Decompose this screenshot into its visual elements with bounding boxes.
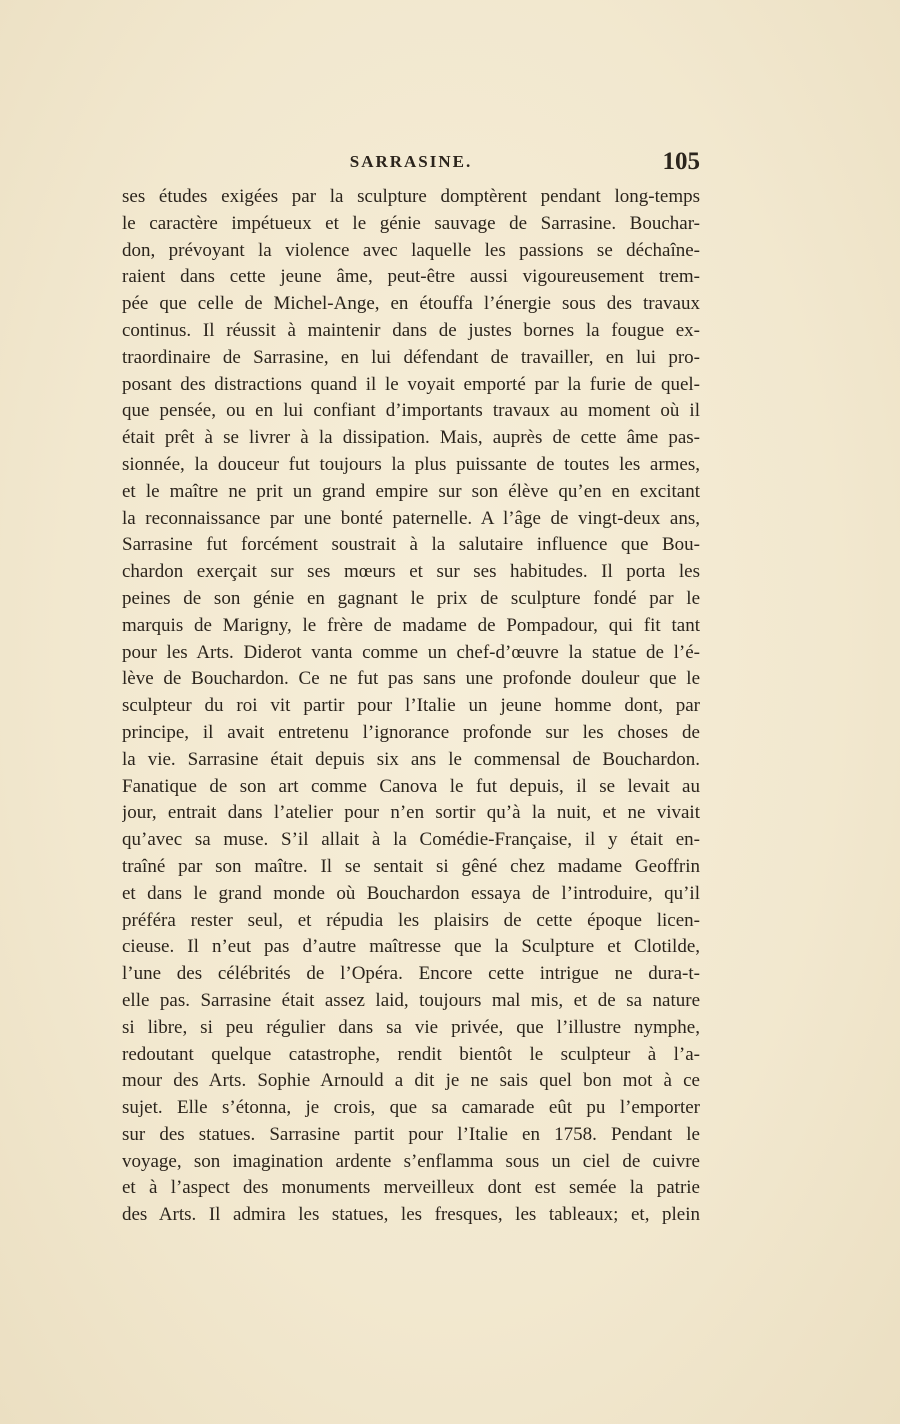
text-line: traordinaire de Sarrasine, en lui défendant de travailler, en lui pro- [122, 346, 700, 368]
text-line: jour, entrait dans l’atelier pour n’en sortir qu’à la nuit, et ne vivait [122, 802, 700, 824]
text-line: si libre, si peu régulier dans sa vie privée, que l’illustre nymphe, [122, 1016, 700, 1038]
text-line: don, prévoyant la violence avec laquelle les passions se déchaîne- [122, 239, 700, 261]
text-line: sujet. Elle s’étonna, je crois, que sa camarade eût pu l’emporter [122, 1097, 700, 1119]
text-line: sionnée, la douceur fut toujours la plus puissante de toutes les armes, [122, 453, 700, 475]
text-line: ses études exigées par la sculpture domptèrent pendant long-temps [122, 186, 700, 207]
text-line: mour des Arts. Sophie Arnould a dit je ne sais quel bon mot à ce [122, 1070, 700, 1092]
text-line: et à l’aspect des monuments merveilleux dont est semée la patrie [122, 1177, 700, 1199]
text-line: Sarrasine fut forcément soustrait à la salutaire influence que Bou- [122, 534, 700, 556]
text-line: lève de Bouchardon. Ce ne fut pas sans une profonde douleur que le [122, 668, 700, 690]
text-line: que pensée, ou en lui confiant d’importants travaux au moment où il [122, 400, 700, 422]
text-line: préféra rester seul, et répudia les plaisirs de cette époque licen- [122, 909, 700, 931]
text-line: et dans le grand monde où Bouchardon essaya de l’introduire, qu’il [122, 882, 700, 904]
text-line: pée que celle de Michel-Ange, en étouffa l’énergie sous des travaux [122, 293, 700, 315]
text-line: marquis de Marigny, le frère de madame de Pompadour, qui fit tant [122, 614, 700, 636]
text-line: le caractère impétueux et le génie sauvage de Sarrasine. Bouchar- [122, 212, 700, 234]
text-line: peines de son génie en gagnant le prix de sculpture fondé par le [122, 587, 700, 609]
text-line: elle pas. Sarrasine était assez laid, toujours mal mis, et de sa nature [122, 989, 700, 1011]
text-line: redoutant quelque catastrophe, rendit bientôt le sculpteur à l’a- [122, 1043, 700, 1065]
text-line: sculpteur du roi vit partir pour l’Italie un jeune homme dont, par [122, 695, 700, 717]
text-line: la reconnaissance par une bonté paternelle. A l’âge de vingt-deux ans, [122, 507, 700, 529]
text-line: posant des distractions quand il le voyait emporté par la furie de quel- [122, 373, 700, 395]
text-line: chardon exerçait sur ses mœurs et sur ses habitudes. Il porta les [122, 561, 700, 583]
text-line: voyage, son imagination ardente s’enflamma sous un ciel de cuivre [122, 1150, 700, 1172]
text-line: traîné par son maître. Il se sentait si gêné chez madame Geoffrin [122, 855, 700, 877]
text-line: pour les Arts. Diderot vanta comme un chef-d’œuvre la statue de l’é- [122, 641, 700, 663]
text-line: était prêt à se livrer à la dissipation. Mais, auprès de cette âme pas- [122, 427, 700, 449]
text-line: continus. Il réussit à maintenir dans de justes bornes la fougue ex- [122, 319, 700, 341]
text-line: raient dans cette jeune âme, peut-être aussi vigoureusement trem- [122, 266, 700, 288]
body-text [122, 184, 700, 1229]
text-line: qu’avec sa muse. S’il allait à la Comédie-Française, il y était en- [122, 829, 700, 851]
text-line: l’une des célébrités de l’Opéra. Encore cette intrigue ne dura-t- [122, 963, 700, 985]
text-line: la vie. Sarrasine était depuis six ans le commensal de Bouchardon. [122, 748, 700, 770]
page-number: 105 [662, 148, 700, 175]
text-line last: des Arts. Il admira les statues, les fresques, les tableaux; et, plein [122, 1204, 700, 1226]
text-line: et le maître ne prit un grand empire sur son élève qu’en en excitant [122, 480, 700, 502]
text-line: principe, il avait entretenu l’ignorance profonde sur les choses de [122, 721, 700, 743]
text-line: Fanatique de son art comme Canova le fut depuis, il se levait au [122, 775, 700, 797]
running-head [122, 148, 700, 178]
text-line: sur des statues. Sarrasine partit pour l’Italie en 1758. Pendant le [122, 1123, 700, 1145]
text-line: cieuse. Il n’eut pas d’autre maîtresse que la Sculpture et Clotilde, [122, 936, 700, 958]
running-title: SARRASINE. [349, 152, 473, 171]
